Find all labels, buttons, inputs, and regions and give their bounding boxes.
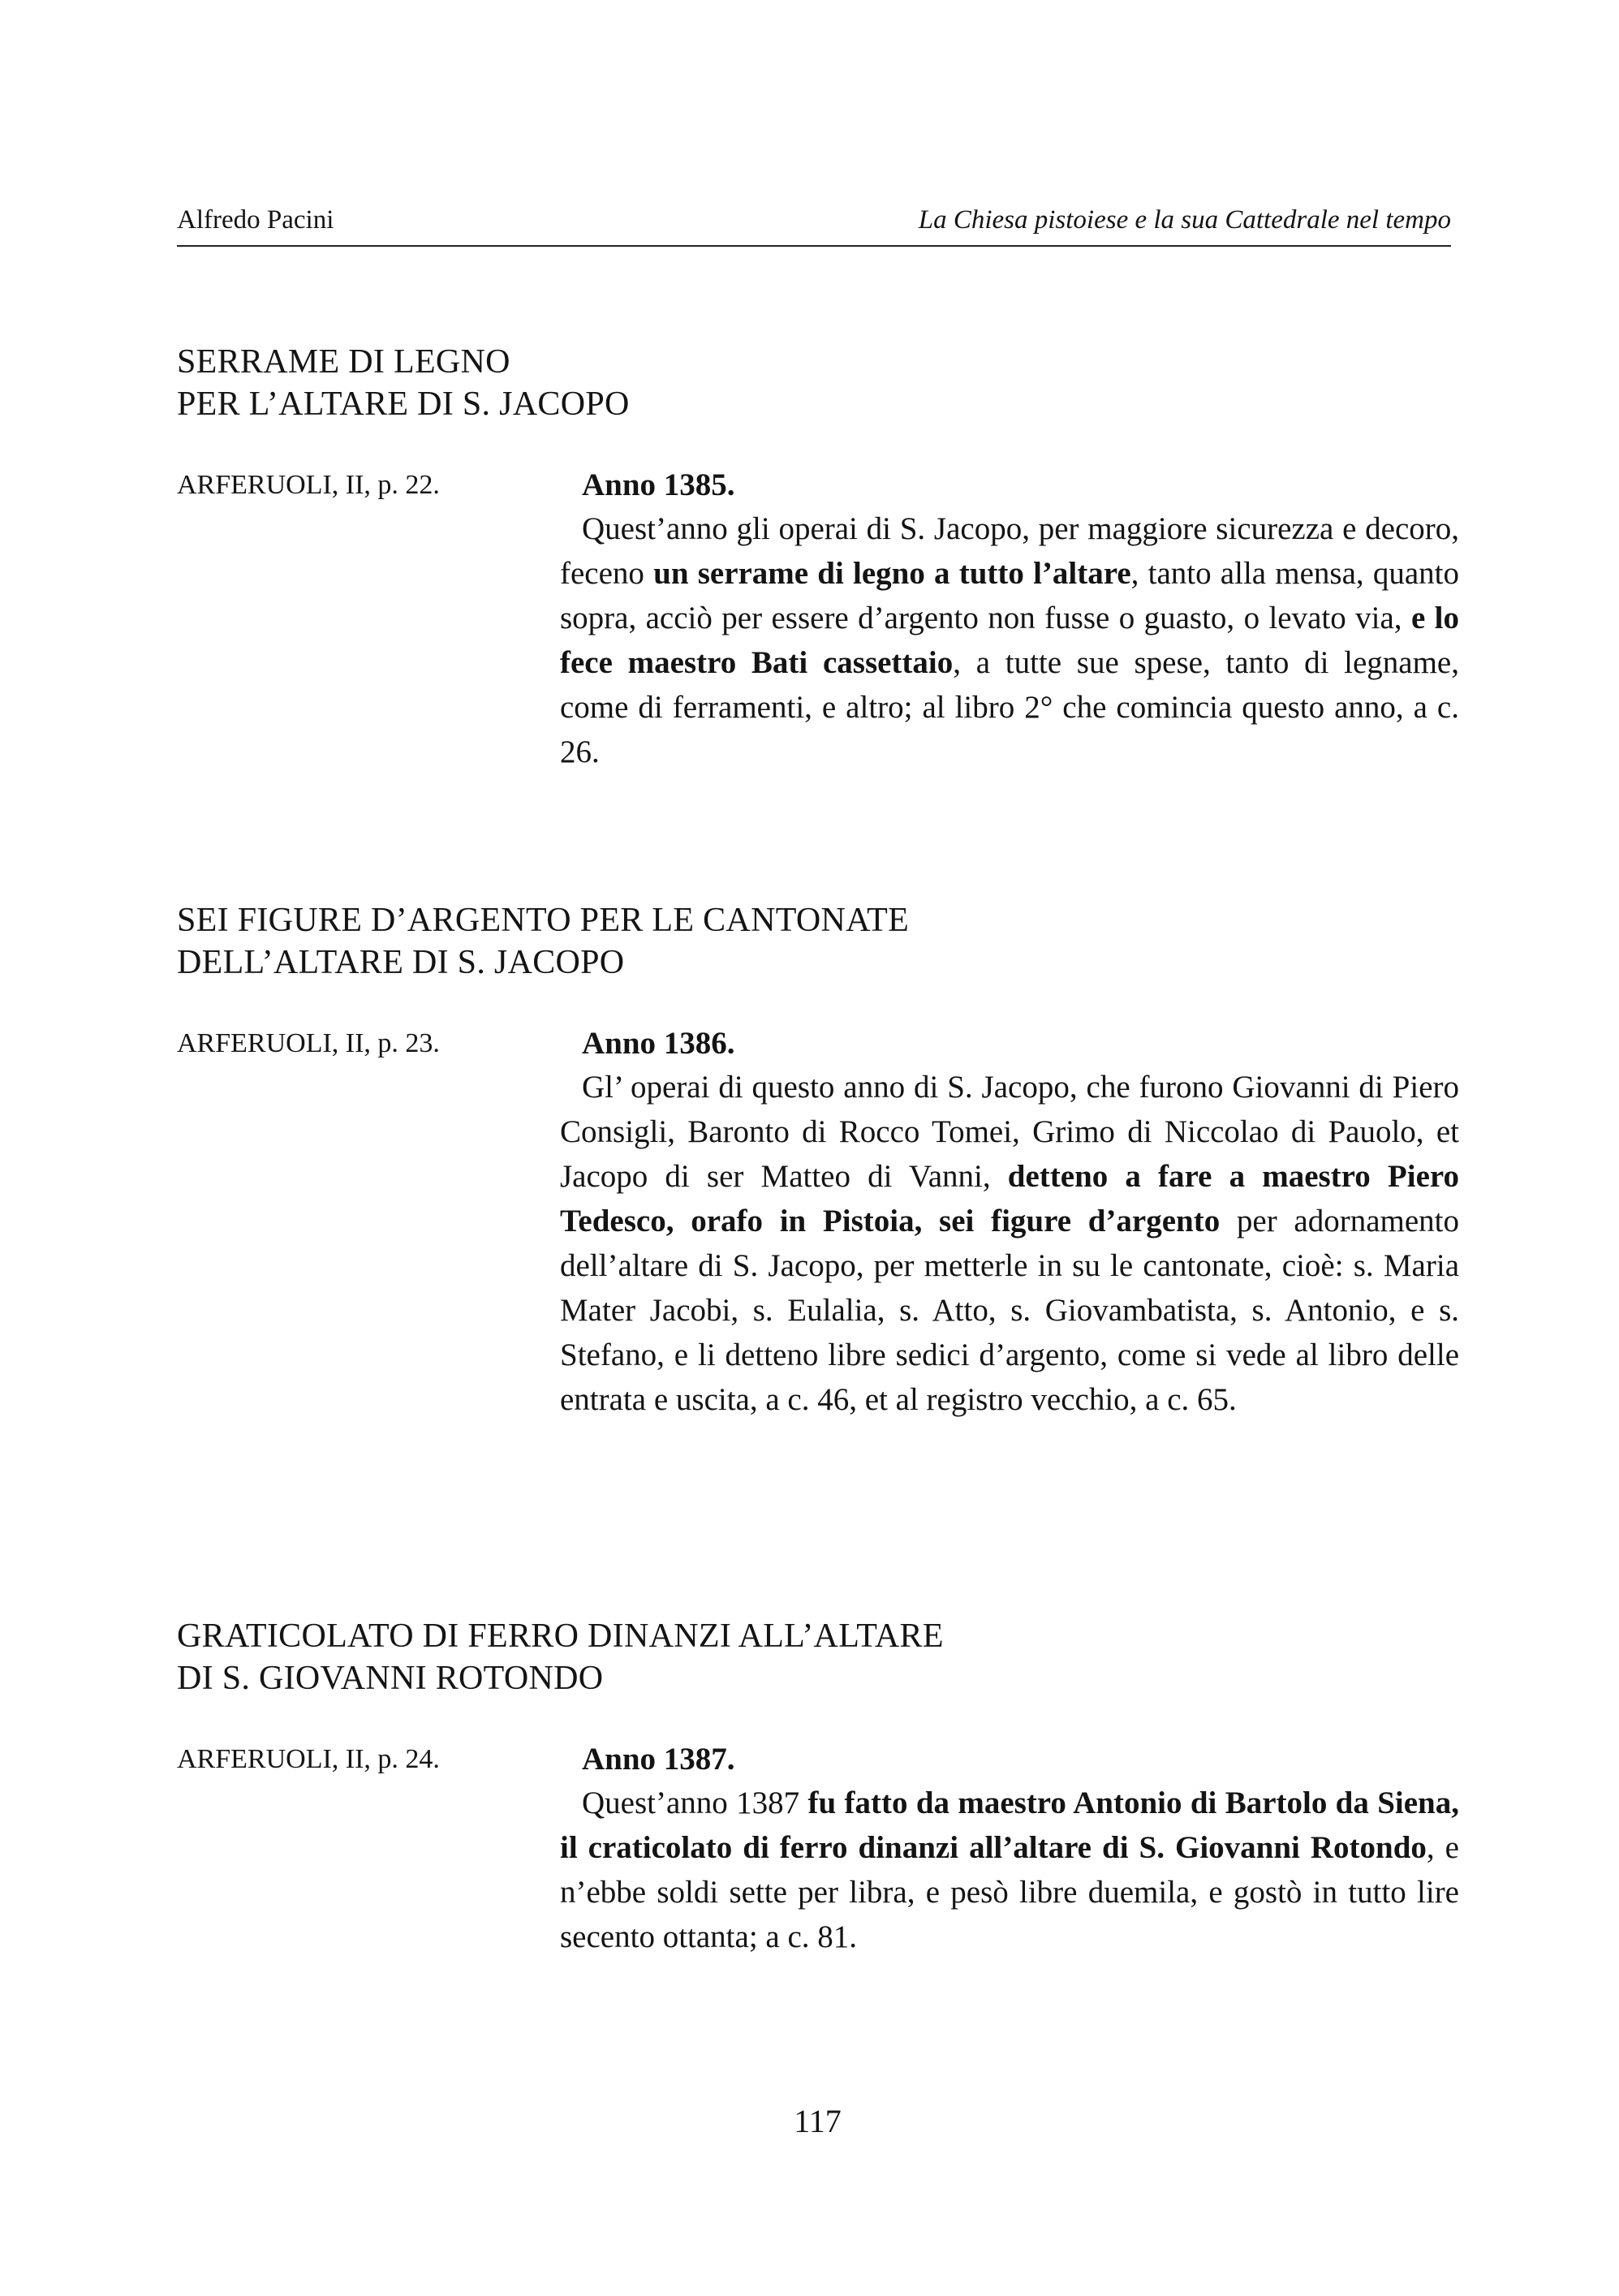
section-title-line: DI S. GIOVANNI ROTONDO [177, 1660, 604, 1697]
paragraph-run: per adornamento dell’altare di S. Jacopo, per metterle in su le cantonate, cioè: s. Maria Mater Jacobi, s. Eulalia, s. Atto, s. Giovambatista, s. Antonio, e s. Stefano, e li detteno libre sedici d’argento, come si vede al libro delle entrata e uscita, a c. 46, et al registro vecchio, a c. 65. [560, 1204, 1460, 1417]
paragraph-run: Quest’anno 1387 [582, 1786, 808, 1820]
section-title-line: GRATICOLATO DI FERRO DINANZI ALL’ALTARE [177, 1618, 944, 1655]
paragraph-run: , a tutte sue spese, tanto di legname, come di ferramenti, e altro; al libro 2° che comincia questo anno, a c. 26. [560, 645, 1459, 769]
entry [177, 464, 1459, 774]
entry-body [560, 464, 1459, 774]
entry-body [560, 1738, 1459, 1959]
paragraph-run: Gl’ operai di questo anno di S. Jacopo, che furono Giovanni di Piero Consigli, Baronto di Rocco Tomei, Grimo di Niccolao di Pauolo, et Jacopo di ser Matteo di Vanni, [560, 1070, 1459, 1194]
paragraph-run-bold: fu fatto da maestro Antonio di Bartolo da Siena, il craticolato di ferro dinanzi all’altare di S. Giovanni Rotondo [560, 1786, 1459, 1865]
paragraph-run: , e n’ebbe soldi sette per libra, e pesò libre duemila, e gostò in tutto lire secento ottanta; a c. 81. [560, 1830, 1459, 1954]
paragraph-run-bold: un serrame di legno a tutto l’altare [653, 556, 1131, 591]
paragraph-run-bold: detteno a fare a maestro Piero Tedesco, orafo in Pistoia, sei figure d’argento [560, 1159, 1459, 1238]
header-rule [177, 245, 1451, 247]
entry-year: Anno 1387. [582, 1742, 735, 1777]
section-title-line: SEI FIGURE D’ARGENTO PER LE CANTONATE [177, 902, 910, 939]
entry-body [560, 1023, 1459, 1422]
entry-paragraph [560, 1065, 1459, 1422]
entry [177, 1738, 1459, 1959]
header-author: Alfredo Pacini [177, 205, 334, 235]
page-number: 117 [794, 2103, 842, 2139]
paragraph-run: , tanto alla mensa, quanto sopra, acciò per essere d’argento non fusse o guasto, o levato via, [560, 556, 1460, 635]
source-reference: ARFERUOLI, II, p. 24. [177, 1744, 440, 1774]
section-graticolato-di-ferro [177, 1615, 1459, 1959]
source-reference: ARFERUOLI, II, p. 23. [177, 1028, 440, 1058]
section-title [177, 1615, 1459, 1699]
section-title-line: DELL’ALTARE DI S. JACOPO [177, 944, 625, 981]
entry-paragraph [560, 1781, 1459, 1959]
paragraph-run: Quest’anno gli operai di S. Jacopo, per maggiore sicurezza e decoro, feceno [560, 511, 1459, 591]
entry-year: Anno 1386. [582, 1026, 735, 1061]
source-reference: ARFERUOLI, II, p. 22. [177, 470, 440, 500]
entry-paragraph [560, 506, 1459, 774]
entry [177, 1023, 1459, 1422]
section-title-line: PER L’ALTARE DI S. JACOPO [177, 386, 630, 423]
running-header [177, 205, 1451, 246]
header-book-title: La Chiesa pistoiese e la sua Cattedrale nel tempo [918, 205, 1451, 235]
section-title [177, 899, 1459, 984]
paragraph-run-bold: e lo fece maestro Bati cassettaio [560, 601, 1459, 680]
section-title-line: SERRAME DI LEGNO [177, 343, 510, 381]
entry-year: Anno 1385. [582, 467, 735, 502]
section-sei-figure-d-argento [177, 899, 1459, 1422]
section-serrame-di-legno [177, 341, 1459, 774]
section-title [177, 341, 1459, 425]
